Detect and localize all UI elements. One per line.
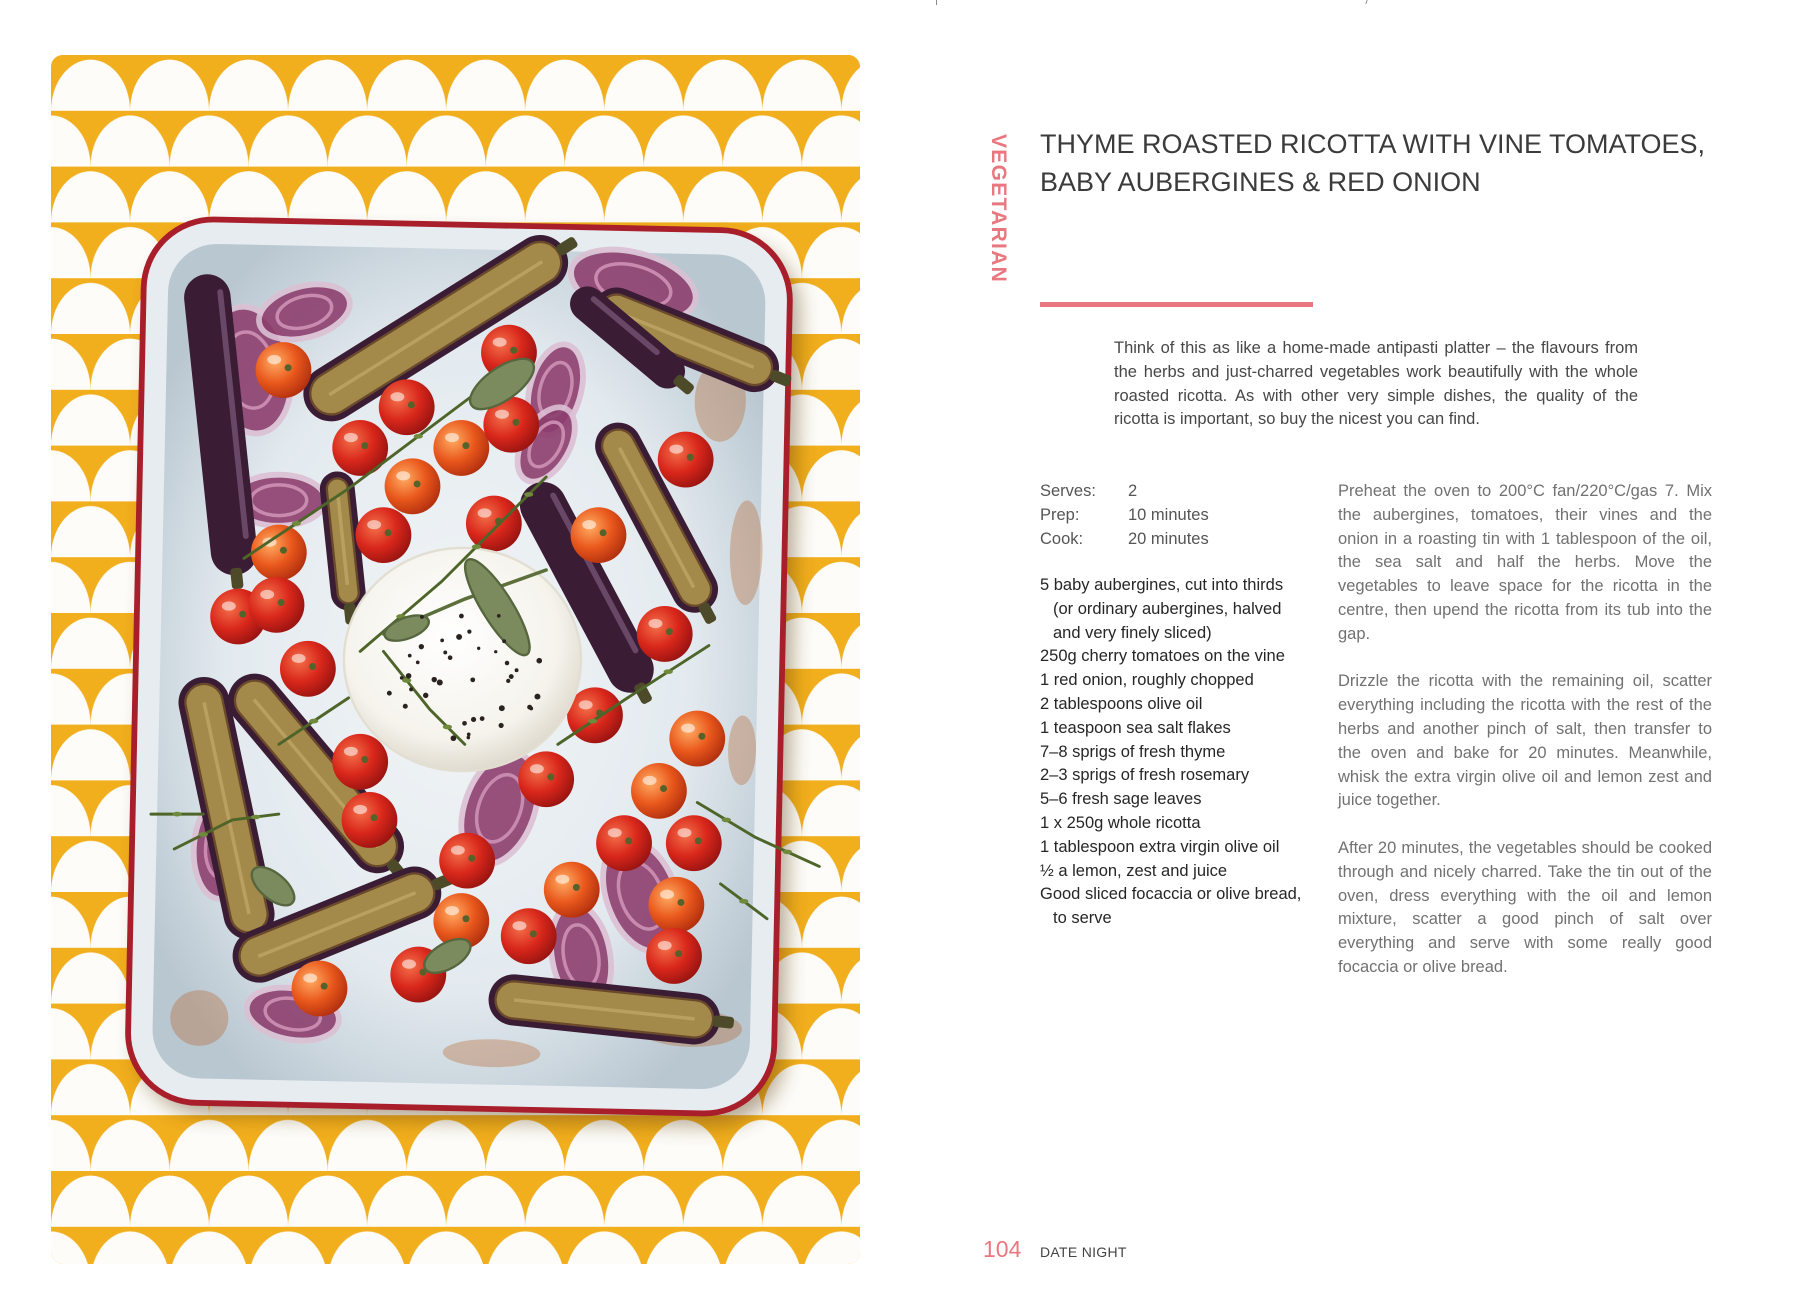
thyme-leaf: [199, 832, 208, 837]
cherry-tomato: [356, 507, 412, 563]
meta-label: Cook:: [1040, 529, 1084, 548]
tomato-stem: [361, 756, 368, 763]
cherry-tomato: [501, 908, 557, 964]
tomato-highlight: [260, 590, 274, 599]
ingredient-item: 5 baby aubergines, cut into thirds (or ordinary aubergines, halved and very finely sliced): [1040, 576, 1284, 642]
thyme-leaf: [402, 678, 411, 683]
pepper-fleck: [403, 704, 408, 709]
tomato-highlight: [402, 959, 416, 968]
tomato-skin: [280, 641, 336, 697]
method-paragraph: Preheat the oven to 200°C fan/220°C/gas 7. Mix the aubergines, tomatoes, their vines and the onion in a roasting tin with 1 tablespoon of the oil, the sea salt and half the herbs. Move the vegetables to leave space for the ricotta in the centre, then upend the ricotta from its tub into the gap.: [1338, 482, 1712, 643]
pepper-fleck: [467, 736, 471, 740]
thyme-leaf: [172, 812, 181, 817]
tomato-stem: [600, 529, 607, 536]
tomato-skin: [292, 961, 348, 1017]
tomato-highlight: [660, 890, 674, 899]
tomato-stem: [385, 529, 392, 536]
pepper-fleck: [459, 614, 464, 619]
tomato-highlight: [445, 433, 459, 442]
thyme-leaf: [783, 850, 792, 855]
pepper-fleck: [467, 630, 471, 634]
tomato-highlight: [292, 654, 306, 663]
serves-row: [1040, 480, 1320, 504]
tomato-stem: [666, 628, 673, 635]
tomato-skin: [646, 928, 702, 984]
thyme-leaf: [309, 719, 318, 724]
pepper-fleck: [408, 654, 412, 658]
tomato-highlight: [353, 805, 367, 814]
tomato-highlight: [648, 619, 662, 628]
pepper-fleck: [505, 661, 509, 665]
cherry-tomato: [379, 379, 435, 435]
ingredient-item: 2–3 sprigs of fresh rosemary: [1040, 766, 1250, 785]
pepper-fleck: [529, 706, 533, 710]
ingredient-item: 1 red onion, roughly chopped: [1040, 671, 1254, 690]
tomato-highlight: [303, 973, 317, 982]
pepper-fleck: [471, 717, 476, 722]
tomato-highlight: [344, 433, 358, 442]
tomato-stem: [695, 837, 702, 844]
tomato-stem: [280, 547, 287, 554]
tomato-skin: [356, 507, 412, 563]
tomato-skin: [249, 577, 305, 633]
tomato-highlight: [478, 508, 492, 517]
tomato-skin: [631, 763, 687, 819]
tomato-highlight: [643, 776, 657, 785]
pepper-fleck: [497, 614, 501, 618]
tomato-highlight: [512, 921, 526, 930]
ingredient-item: ½ a lemon, zest and juice: [1040, 861, 1228, 880]
cherry-tomato: [280, 641, 336, 697]
thyme-leaf: [664, 669, 673, 674]
page-footer: [983, 1236, 1127, 1263]
ingredient-item: Good sliced focaccia or olive bread, to serve: [1040, 885, 1302, 928]
cherry-tomato: [433, 420, 489, 476]
cherry-tomato: [439, 833, 495, 889]
tomato-highlight: [493, 337, 507, 346]
pepper-fleck: [423, 693, 428, 698]
tomato-stem: [408, 401, 415, 408]
cherry-tomato: [666, 815, 722, 871]
method-steps: [1338, 480, 1712, 1004]
tomato-skin: [342, 792, 398, 848]
meta-value: 10 minutes: [1128, 505, 1209, 524]
tomato-stem: [510, 347, 517, 354]
method-paragraph: Drizzle the ricotta with the remaining oil, scatter everything including the ricotta with the rest of the herbs and another pinch of salt, then transfer to the oven and bake for 20 minutes. Meanwhile, whisk the extra virgin olive oil and lemon zest and juice together.: [1338, 672, 1712, 810]
pepper-fleck: [480, 716, 485, 721]
tomato-highlight: [396, 471, 410, 480]
tomato-stem: [687, 454, 694, 461]
pepper-fleck: [409, 687, 413, 691]
tomato-skin: [466, 496, 522, 552]
tomato-stem: [462, 442, 469, 449]
cherry-tomato: [292, 961, 348, 1017]
thyme-leaf: [251, 815, 260, 820]
tomato-stem: [371, 814, 378, 821]
meta-label: Prep:: [1040, 505, 1080, 524]
pepper-fleck: [420, 615, 424, 619]
tomato-skin: [669, 711, 725, 767]
tomato-skin: [501, 908, 557, 964]
thyme-leaf: [443, 725, 452, 730]
tomato-stem: [530, 930, 537, 937]
section-name: DATE NIGHT: [1040, 1244, 1127, 1260]
cherry-tomato: [251, 525, 307, 581]
pepper-fleck: [419, 644, 424, 649]
page-number: 104: [983, 1236, 1022, 1262]
tomato-stem: [698, 733, 705, 740]
tomato-highlight: [222, 601, 236, 610]
cherry-tomato: [631, 763, 687, 819]
meta-label: Serves:: [1040, 482, 1096, 500]
aubergine-stem: [712, 1015, 734, 1029]
pepper-fleck: [451, 735, 457, 741]
cherry-tomato: [249, 577, 305, 633]
cook-row: [1040, 528, 1320, 552]
ingredient-item: 2 tablespoons olive oil: [1040, 694, 1203, 713]
thyme-leaf: [722, 818, 731, 823]
tomato-skin: [637, 606, 693, 662]
pepper-fleck: [499, 705, 505, 711]
pepper-fleck: [432, 677, 437, 682]
pepper-fleck: [477, 647, 480, 650]
pepper-fleck: [536, 658, 542, 664]
pepper-fleck: [406, 673, 412, 679]
tomato-skin: [518, 751, 574, 807]
pepper-fleck: [387, 691, 392, 696]
tomato-stem: [678, 899, 685, 906]
ingredient-item: 1 teaspoon sea salt flakes: [1040, 718, 1231, 737]
tomato-skin: [256, 342, 312, 398]
tomato-skin: [596, 815, 652, 871]
pepper-fleck: [470, 677, 475, 682]
ingredient-item: 1 tablespoon extra virgin olive oil: [1040, 837, 1280, 856]
tomato-skin: [251, 525, 307, 581]
recipe-title-line: BABY AUBERGINES & RED ONION: [1040, 166, 1481, 197]
pepper-fleck: [467, 733, 471, 737]
cherry-tomato: [332, 734, 388, 790]
tomato-highlight: [582, 520, 596, 529]
tomato-highlight: [344, 747, 358, 756]
meta-value: 2: [1128, 482, 1138, 500]
tomato-stem: [547, 773, 554, 780]
tomato-stem: [239, 611, 246, 618]
recipe-meta: [1040, 480, 1320, 551]
tomato-highlight: [555, 875, 569, 884]
cherry-tomato: [571, 507, 627, 563]
tomato-skin: [648, 877, 704, 933]
roasted-ricotta: [344, 548, 581, 771]
cherry-tomato: [385, 458, 441, 514]
tomato-stem: [321, 983, 328, 990]
title-divider: [1040, 302, 1313, 307]
cherry-tomato: [658, 432, 714, 488]
tomato-skin: [385, 458, 441, 514]
tomato-stem: [414, 480, 421, 487]
tomato-stem: [468, 855, 475, 862]
cherry-tomato: [466, 496, 522, 552]
tomato-highlight: [669, 444, 683, 453]
tomato-highlight: [390, 392, 404, 401]
tomato-stem: [361, 442, 368, 449]
tomato-stem: [660, 785, 667, 792]
thyme-leaf: [739, 899, 748, 904]
tomato-stem: [573, 884, 580, 891]
prep-row: [1040, 504, 1320, 528]
tomato-skin: [332, 420, 388, 476]
cherry-tomato: [637, 606, 693, 662]
tomato-skin: [658, 432, 714, 488]
tomato-stem: [285, 364, 292, 371]
tomato-highlight: [530, 764, 544, 773]
aubergine-stem: [230, 567, 244, 589]
tomato-skin: [332, 734, 388, 790]
tomato-stem: [278, 599, 285, 606]
recipe-title-line: THYME ROASTED RICOTTA WITH VINE TOMATOES,: [1040, 129, 1706, 159]
pepper-fleck: [400, 676, 404, 680]
tomato-stem: [675, 950, 682, 957]
thyme-leaf: [414, 434, 423, 439]
tomato-skin: [433, 420, 489, 476]
tomato-highlight: [681, 723, 695, 732]
ingredient-item: 7–8 sprigs of fresh thyme: [1040, 742, 1226, 761]
pepper-fleck: [509, 674, 514, 679]
tomato-highlight: [451, 846, 465, 855]
tomato-stem: [625, 837, 632, 844]
pepper-fleck: [502, 639, 506, 643]
thyme-leaf: [292, 521, 301, 526]
ingredient-item: 250g cherry tomatoes on the vine: [1040, 647, 1285, 666]
pepper-fleck: [440, 639, 444, 643]
pepper-fleck: [515, 668, 519, 672]
pepper-fleck: [462, 721, 467, 726]
ingredient-item: 1 x 250g whole ricotta: [1040, 813, 1201, 832]
recipe-photo: [51, 55, 860, 1264]
tomato-skin: [571, 507, 627, 563]
crop-mark: [1365, 0, 1367, 4]
cherry-tomato: [646, 928, 702, 984]
recipe-title: [1040, 126, 1705, 201]
tomato-highlight: [579, 700, 593, 709]
cherry-tomato: [518, 751, 574, 807]
recipe-intro: Think of this as like a home-made antipasti platter – the flavours from the herbs and just-charred vegetables work beautifully with the whole roasted ricotta. As with other very simple dishes, the quality of the ricotta is important, so buy the nicest you can find.: [1114, 339, 1638, 429]
tomato-stem: [462, 915, 469, 922]
recipe-photo-illustration: [51, 55, 860, 1264]
tomato-highlight: [367, 520, 381, 529]
tomato-skin: [666, 815, 722, 871]
tomato-highlight: [495, 410, 509, 419]
tomato-skin: [439, 833, 495, 889]
cherry-tomato: [596, 815, 652, 871]
cherry-tomato: [256, 342, 312, 398]
pepper-fleck: [437, 680, 443, 686]
thyme-leaf: [588, 719, 597, 724]
pepper-fleck: [416, 661, 420, 665]
cherry-tomato: [332, 420, 388, 476]
method-paragraph: After 20 minutes, the vegetables should be cooked through and nicely charred. Take the tin out of the oven, dress everything with the oil and lemon mixture, scatter a good pinch of salt over everything and serve with some really good focaccia or olive bread.: [1338, 838, 1712, 976]
pepper-fleck: [494, 650, 497, 653]
tomato-stem: [512, 419, 519, 426]
cherry-tomato: [544, 862, 600, 918]
tomato-highlight: [678, 828, 692, 837]
pepper-fleck: [499, 723, 504, 728]
cherry-tomato: [342, 792, 398, 848]
category-label: VEGETARIAN: [987, 134, 1010, 284]
tomato-highlight: [267, 355, 281, 364]
ingredient-list: [1040, 574, 1302, 931]
pepper-fleck: [456, 634, 462, 640]
thyme-leaf: [472, 544, 481, 549]
pepper-fleck: [534, 694, 540, 700]
ingredient-item: 5–6 fresh sage leaves: [1040, 790, 1202, 809]
pepper-fleck: [506, 679, 510, 683]
tomato-highlight: [658, 941, 672, 950]
meta-value: 20 minutes: [1128, 529, 1209, 548]
tomato-skin: [544, 862, 600, 918]
tomato-highlight: [608, 828, 622, 837]
tomato-stem: [309, 663, 316, 670]
cherry-tomato: [648, 877, 704, 933]
pepper-fleck: [443, 651, 447, 655]
cherry-tomato: [669, 711, 725, 767]
crop-mark: [936, 0, 937, 5]
tomato-highlight: [445, 906, 459, 915]
thyme-leaf: [524, 492, 533, 497]
pepper-fleck: [448, 655, 453, 660]
tomato-skin: [379, 379, 435, 435]
